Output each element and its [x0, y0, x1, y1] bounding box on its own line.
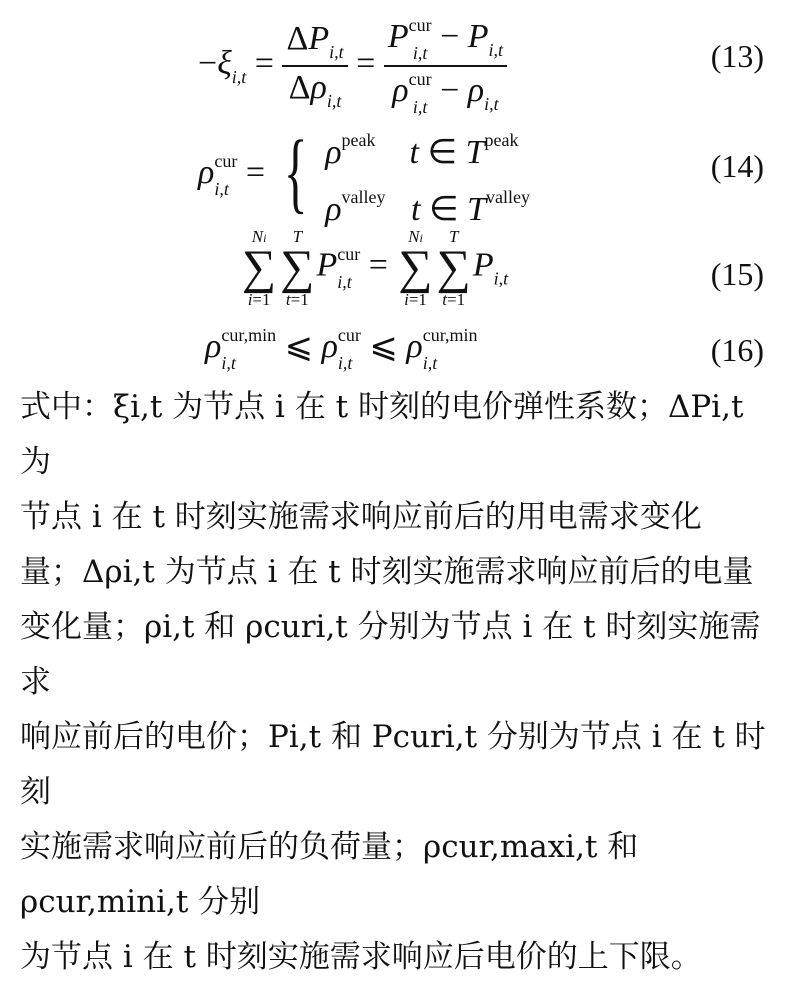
explanation-paragraph: [20, 380, 770, 985]
equation-14-formula: ρ cur i,t = { $\rho^{peak}$ t ∈ $T^{peak}$ $\rho^{valley}$ t ∈ $T^{valley}$: [198, 123, 530, 228]
equation-14: [0, 118, 786, 228]
equation-16-formula: ρ cur,min i,t ⩽ ρ cur i,t ⩽ ρ cur,min i,t: [205, 325, 478, 374]
paragraph-line: 量；Δρi,t 为节点 i 在 t 时刻实施需求响应前后的电量: [20, 554, 754, 590]
equation-15: [0, 228, 786, 323]
equation-number: (13): [710, 38, 764, 74]
equation-number: (14): [710, 148, 764, 184]
equation-13-formula: $-\xi_{i,t}$ = $\frac{\Delta P_{i,t}}{\Delta\rho_{i,t}}$ = P cur i,t − $P_{i,t}$ ρ cur i,t − $\rho_{i,t}$: [198, 16, 507, 116]
equation-13: [0, 10, 786, 117]
paragraph-line: 为节点 i 在 t 时刻实施需求响应后电价的上下限。: [20, 939, 702, 975]
equation-15-formula: Ni ∑ i=1 T ∑ t=1 P cur i,t = Ni ∑ i=1 T ∑ t=1 $P_{i,t}$: [242, 227, 509, 309]
paragraph-line: 式中：ξi,t 为节点 i 在 t 时刻的电价弹性系数；ΔPi,t 为: [20, 389, 744, 480]
equation-number: (15): [710, 256, 764, 292]
paragraph-line: 响应前后的电价；Pi,t 和 Pcuri,t 分别为节点 i 在 t 时刻: [20, 719, 766, 810]
equation-16: [0, 326, 786, 381]
paragraph-line: 实施需求响应前后的负荷量；ρcur,maxi,t 和 ρcur,mini,t 分别: [20, 829, 639, 920]
paragraph-line: 变化量；ρi,t 和 ρcuri,t 分别为节点 i 在 t 时刻实施需求: [20, 609, 761, 700]
equation-number: (16): [710, 332, 764, 368]
paragraph-line: 节点 i 在 t 时刻实施需求响应前后的用电需求变化: [20, 499, 702, 535]
